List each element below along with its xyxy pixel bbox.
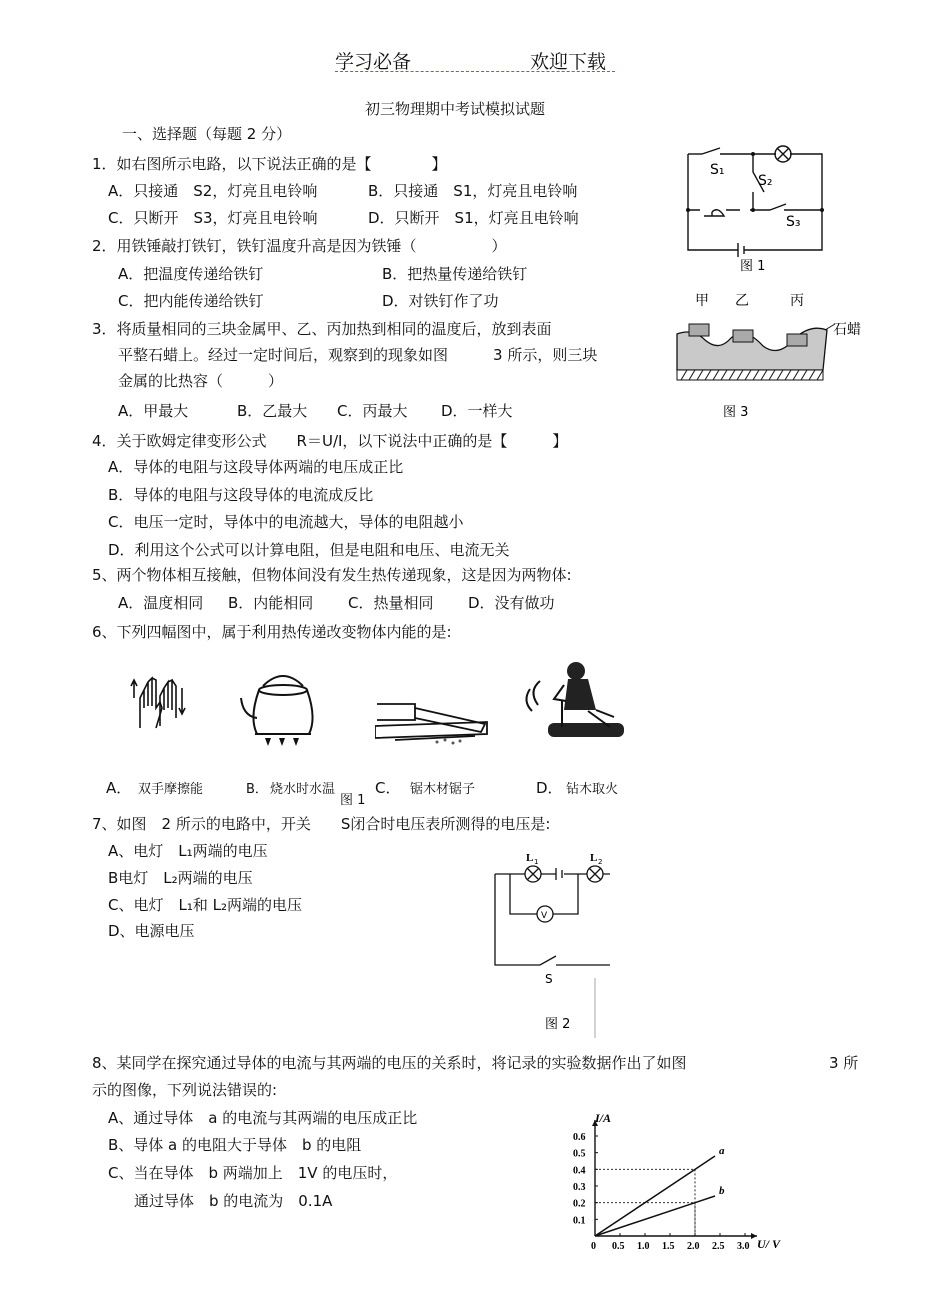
chart-x-tick-label: 0.5 bbox=[612, 1241, 625, 1252]
fig3-label-bing: 丙 bbox=[790, 293, 804, 309]
rubbing-hands-picture bbox=[130, 668, 190, 738]
q5-option-a: A．温度相同 bbox=[118, 594, 204, 612]
q5-option-b: B．内能相同 bbox=[228, 594, 314, 612]
fig3-label-yi: 乙 bbox=[735, 293, 749, 309]
q8-line-1: 8、某同学在探究通过导体的电流与其两端的电压的关系时，将记录的实验数据作出了如图 bbox=[92, 1054, 687, 1072]
chart-x-tick-label: 1.0 bbox=[637, 1241, 650, 1252]
q4-option-b: B．导体的电阻与这段导体的电流成反比 bbox=[108, 486, 374, 504]
q6-option-c: 锯木材锯子 bbox=[410, 782, 476, 797]
q3-option-b: B．乙最大 bbox=[237, 402, 308, 420]
q8-option-a: A、通过导体 a 的电流与其两端的电压成正比 bbox=[108, 1109, 418, 1127]
q2-stem: 2．用铁锤敲打铁钉，铁钉温度升高是因为铁锤（ ） bbox=[92, 237, 507, 255]
q3-line-2: 平整石蜡上。经过一定时间后，观察到的现象如图 3 所示，则三块 bbox=[118, 346, 598, 364]
fig2-label-l1-sub: 1 bbox=[534, 858, 539, 866]
q7-option-a: A、电灯 L₁两端的电压 bbox=[108, 842, 268, 860]
q4-option-c: C．电压一定时，导体中的电流越大，导体的电阻越小 bbox=[108, 513, 464, 531]
fig2-label-l2: L bbox=[590, 852, 598, 864]
figure-2-circuit bbox=[490, 848, 610, 1038]
fig2-label-s: S bbox=[545, 972, 553, 986]
q6-letter-a: A． bbox=[106, 779, 132, 797]
header-left: 学习必备 bbox=[335, 51, 412, 73]
chart-y-tick-label: 0.5 bbox=[573, 1148, 586, 1160]
fig3-label-wax: 石蜡 bbox=[833, 322, 861, 338]
chart-x-tick-label: 2.5 bbox=[712, 1241, 725, 1252]
header-rule bbox=[335, 71, 615, 72]
fig3-caption: 图 3 bbox=[723, 405, 749, 420]
chart-y-tick-label: 0.4 bbox=[573, 1165, 586, 1177]
q8-option-c-cont: 通过导体 b 的电流为 0.1A bbox=[134, 1192, 333, 1210]
chart-y-tick-label: 0.6 bbox=[573, 1132, 586, 1143]
chart-y-tick-label: 0.1 bbox=[573, 1215, 586, 1227]
q4-option-a: A．导体的电阻与这段导体两端的电压成正比 bbox=[108, 458, 404, 476]
fig2-label-l2-sub: 2 bbox=[598, 858, 603, 866]
q7-option-c: C、电灯 L₁和 L₂两端的电压 bbox=[108, 896, 302, 914]
q1-option-a: A．只接通 S2，灯亮且电铃响 bbox=[108, 182, 318, 200]
q3-option-a: A．甲最大 bbox=[118, 402, 189, 420]
q2-option-c: C．把内能传递给铁钉 bbox=[118, 292, 264, 310]
chart-x-tick-label: 0 bbox=[591, 1241, 596, 1252]
q6-option-a: 双手摩擦能 bbox=[138, 782, 204, 797]
q4-option-d: D．利用这个公式可以计算电阻，但是电阻和电压、电流无关 bbox=[108, 541, 510, 559]
page-title: 初三物理期中考试模拟试题 bbox=[365, 100, 546, 118]
q7-option-b: B电灯 L₂两端的电压 bbox=[108, 869, 253, 887]
q1-option-c: C．只断开 S3，灯亮且电铃响 bbox=[108, 209, 318, 227]
q6-stem: 6、下列四幅图中，属于利用热传递改变物体内能的是: bbox=[92, 623, 452, 641]
figure-1-circuit bbox=[680, 140, 835, 275]
chart-series-label-b: b bbox=[719, 1185, 725, 1197]
q2-option-b: B．把热量传递给铁钉 bbox=[382, 265, 528, 283]
voltmeter-label: V bbox=[541, 911, 548, 921]
figure-iu-chart bbox=[565, 1108, 795, 1258]
q1-option-b: B．只接通 S1，灯亮且电铃响 bbox=[368, 182, 578, 200]
chart-y-axis-label: I/A bbox=[595, 1111, 612, 1125]
q8-line-2: 示的图像，下列说法错误的: bbox=[92, 1081, 278, 1099]
q5-option-c: C．热量相同 bbox=[348, 594, 434, 612]
chart-series bbox=[595, 1145, 725, 1236]
q3-option-c: C．丙最大 bbox=[337, 402, 408, 420]
q7-stem: 7、如图 2 所示的电路中，开关 S闭合时电压表所测得的电压是: bbox=[92, 815, 551, 833]
q2-option-d: D．对铁钉作了功 bbox=[382, 292, 499, 310]
fig1-label-s2: S₂ bbox=[758, 173, 773, 189]
figure-3-wax bbox=[675, 290, 875, 425]
fig3-label-jia: 甲 bbox=[695, 293, 709, 309]
q6-letter-b: B． bbox=[246, 782, 268, 797]
q8-option-c: C、当在导体 b 两端加上 1V 的电压时， bbox=[108, 1164, 398, 1182]
q6-letter-d: D． bbox=[536, 779, 563, 797]
q8-option-b: B、导体 a 的电阻大于导体 b 的电阻 bbox=[108, 1136, 362, 1154]
q1-option-d: D．只断开 S1，灯亮且电铃响 bbox=[368, 209, 579, 227]
chart-x-axis-label: U/ V bbox=[757, 1237, 781, 1251]
q8-line-1-end: 3 所 bbox=[829, 1054, 859, 1072]
q3-line-3: 金属的比热容（ ） bbox=[118, 372, 284, 390]
q2-option-a: A．把温度传递给铁钉 bbox=[118, 265, 264, 283]
section-heading: 一、选择题（每题 2 分） bbox=[122, 125, 292, 143]
fig1-label-s1: S₁ bbox=[710, 162, 725, 178]
fig2-caption: 图 2 bbox=[545, 1017, 571, 1032]
header-right: 欢迎下载 bbox=[530, 51, 607, 73]
chart-y-tick-label: 0.3 bbox=[573, 1182, 586, 1193]
q6-figure-caption: 图 1 bbox=[338, 789, 367, 808]
q3-line-1: 3．将质量相同的三块金属甲、乙、丙加热到相同的温度后，放到表面 bbox=[92, 320, 552, 338]
sawing-picture bbox=[375, 690, 490, 750]
chart-series-line-b bbox=[595, 1196, 715, 1236]
chart-y-tick-label: 0.2 bbox=[573, 1198, 586, 1210]
q1-stem: 1．如右图所示电路，以下说法正确的是【 】 bbox=[92, 155, 447, 173]
q5-option-d: D．没有做功 bbox=[468, 594, 555, 612]
chart-series-label-a: a bbox=[719, 1145, 725, 1157]
q6-option-b: 烧水时水温 bbox=[270, 782, 336, 797]
q5-stem: 5、两个物体相互接触，但物体间没有发生热传递现象，这是因为两物体: bbox=[92, 566, 572, 584]
chart-x-tick-label: 3.0 bbox=[737, 1241, 750, 1252]
q7-option-d: D、电源电压 bbox=[108, 922, 195, 940]
q4-stem: 4．关于欧姆定律变形公式 R＝U/I，以下说法中正确的是【 】 bbox=[92, 432, 568, 450]
q3-option-d: D．一样大 bbox=[441, 402, 513, 420]
kettle-picture bbox=[235, 668, 330, 750]
q6-option-d: 钻木取火 bbox=[566, 782, 619, 797]
chart-x-tick-label: 2.0 bbox=[687, 1241, 700, 1252]
chart-x-tick-label: 1.5 bbox=[662, 1241, 675, 1252]
fig1-label-s3: S₃ bbox=[786, 214, 801, 230]
fig2-label-l1: L bbox=[526, 852, 534, 864]
q6-letter-c: C． bbox=[375, 779, 401, 797]
fig1-caption: 图 1 bbox=[740, 259, 766, 274]
chart-series-line-a bbox=[595, 1156, 715, 1236]
drilling-wood-fire-picture bbox=[518, 655, 628, 750]
